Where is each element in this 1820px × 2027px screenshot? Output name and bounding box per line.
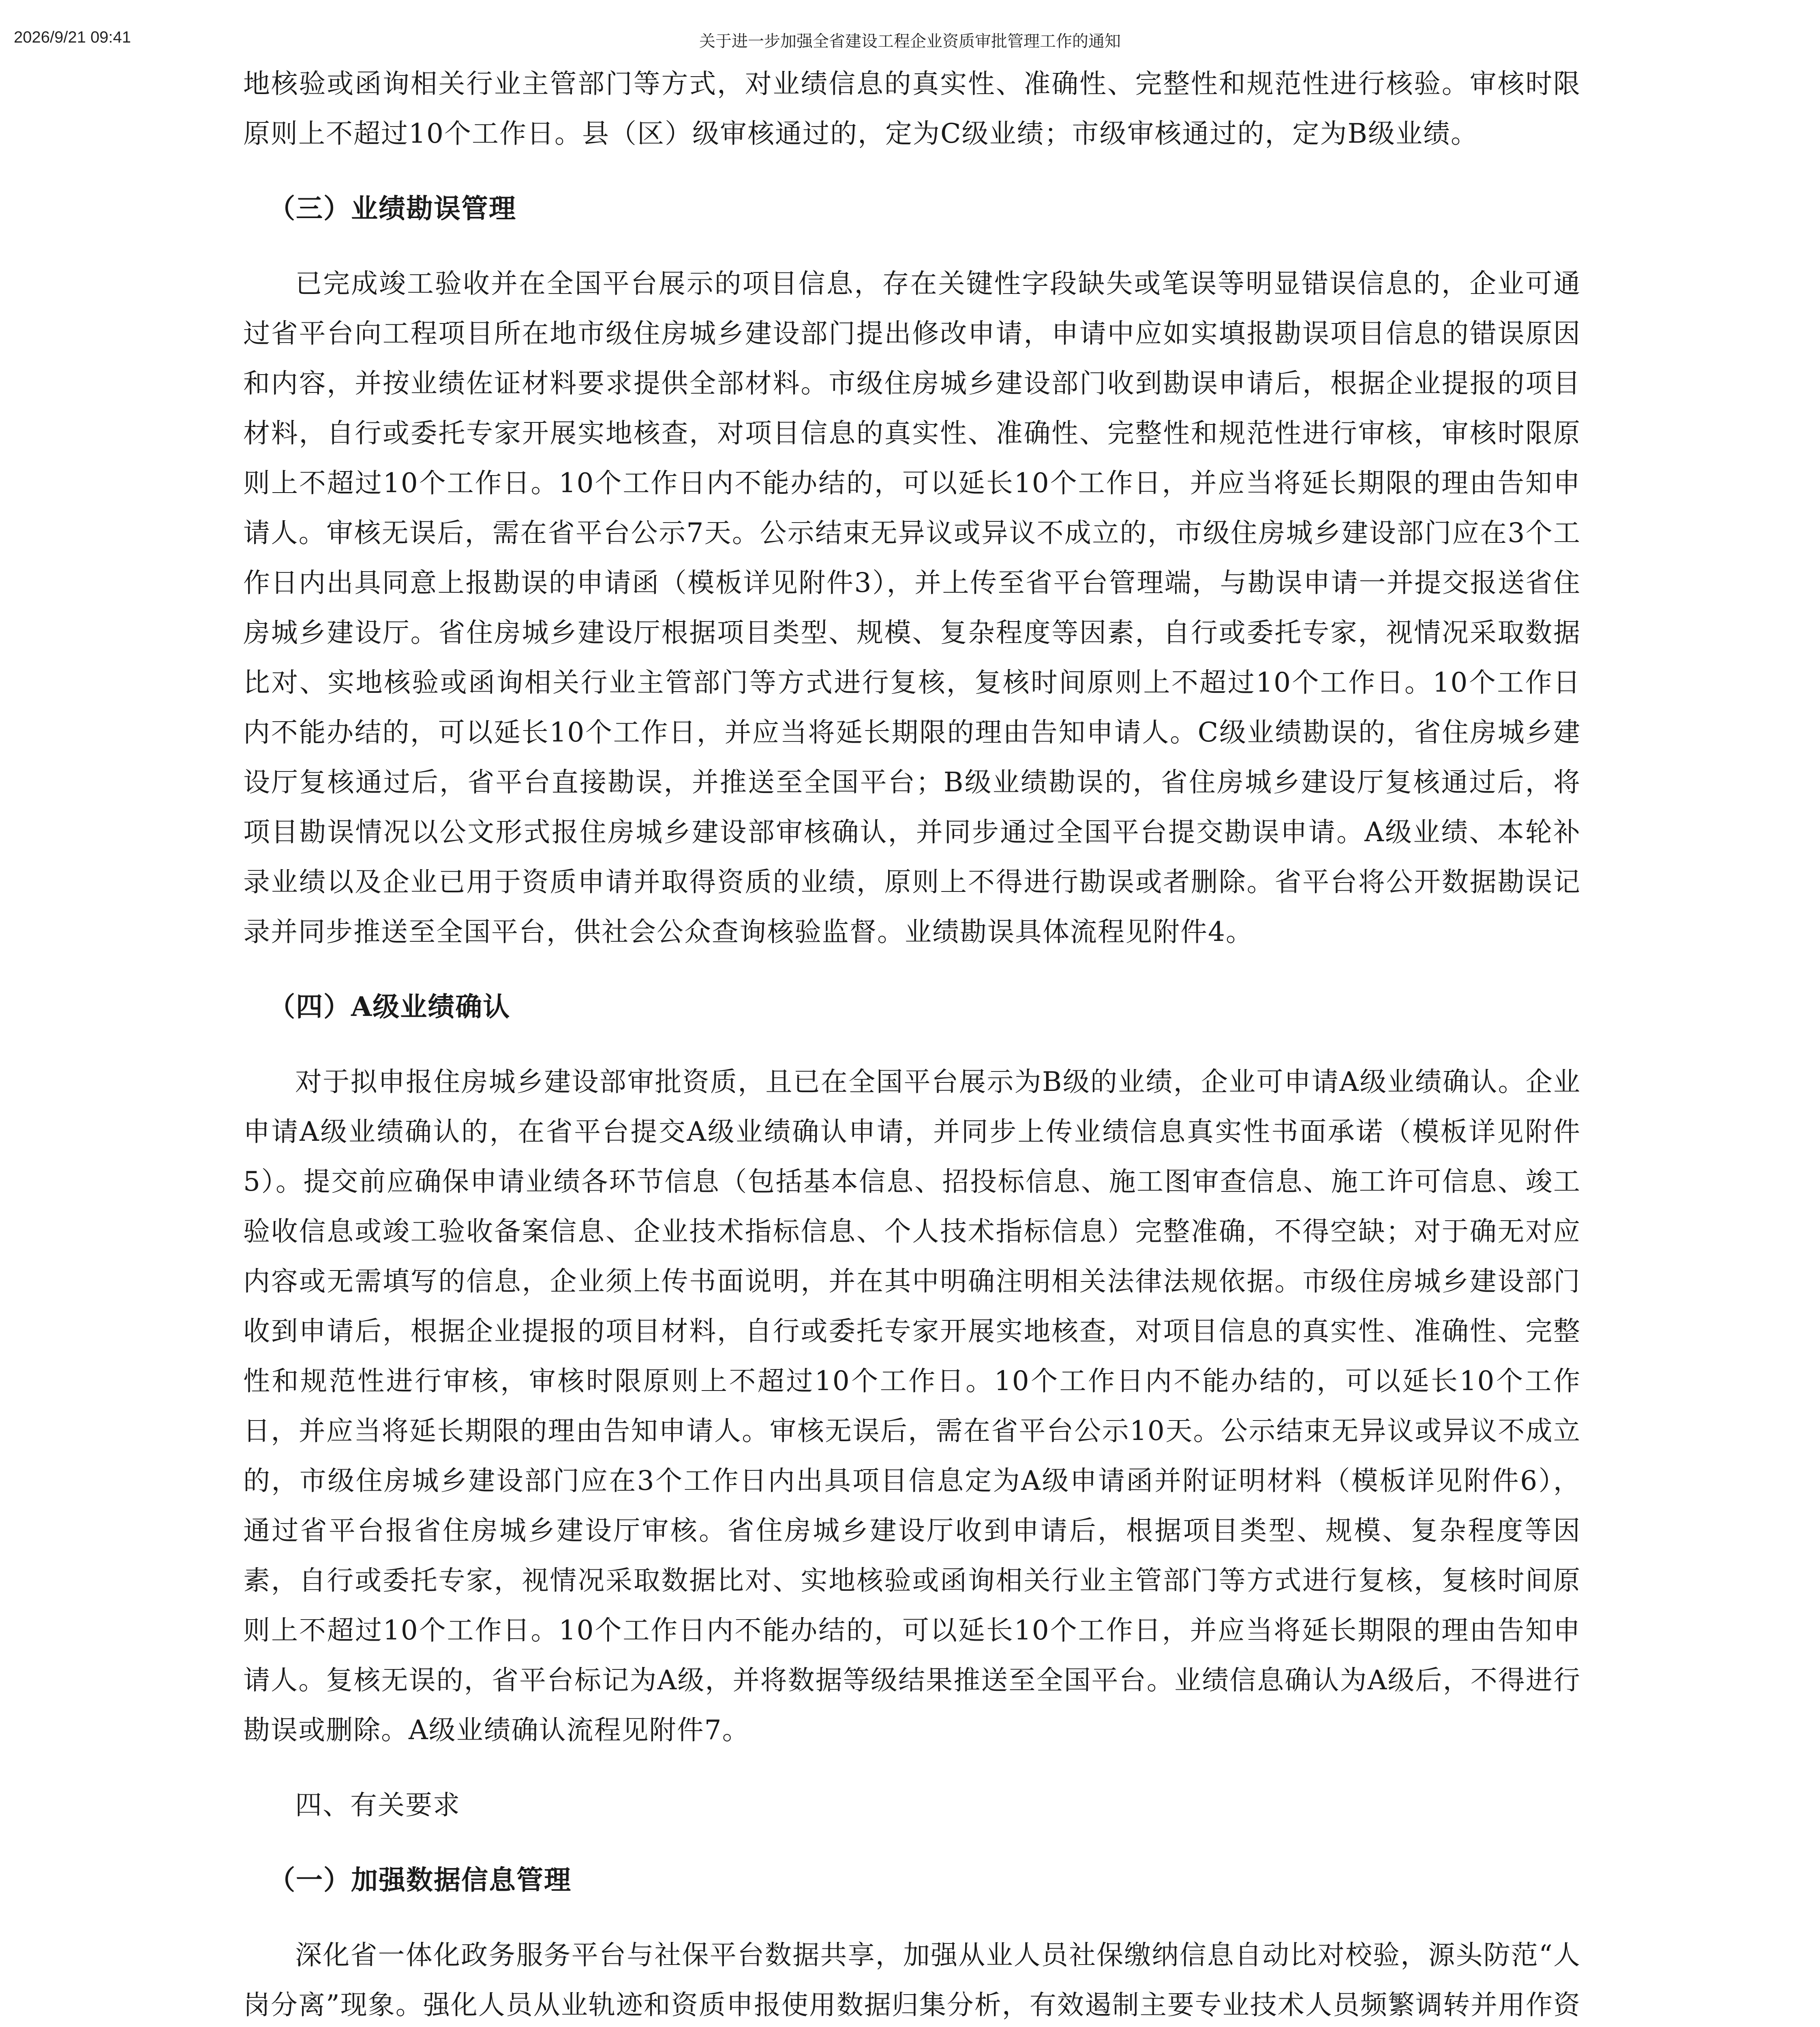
paragraph-data-management: 深化省一体化政务服务平台与社保平台数据共享，加强从业人员社保缴纳信息自动比对校验，源头防范“人岗分离”现象。强化人员从业轨迹和资质申报使用数据归集分析，有效遏制主要专业技术人员频繁调转并用作资 <box>243 1939 1581 2021</box>
print-page-title: 关于进一步加强全省建设工程企业资质审批管理工作的通知 <box>699 32 1121 50</box>
subheading-a-level-confirmation: （四）A级业绩确认 <box>268 991 511 1022</box>
paragraph-a-level: 对于拟申报住房城乡建设部审批资质，且已在全国平台展示为B级的业绩，企业可申请A级业绩确认。企业申请A级业绩确认的，在省平台提交A级业绩确认申请，并同步上传业绩信息真实性书面承诺（模板详见附件5）。提交前应确保申请业绩各环节信息（包括基本信息、招投标信息、施工图审查信息、施工许可信息、竣工验收信息或竣工验收备案信息、企业技术指标信息、个人技术指标信息）完整准确，不得空缺；对于确无对应内容或无需填写的信息，企业须上传书面说明，并在其中明确注明相关法律法规依据。市级住房城乡建设部门收到申请后，根据企业提报的项目材料，自行或委托专家开展实地核查，对项目信息的真实性、准确性、完整性和规范性进行审核，审核时限原则上不超过10个工作日。10个工作日内不能办结的，可以延长10个工作日，并应当将延长期限的理由告知申请人。审核无误后，需在省平台公示10天。公示结束无异议或异议不成立的，市级住房城乡建设部门应在3个工作日内出具项目信息定为A级申请函并附证明材料（模板详见附件6），通过省平台报省住房城乡建设厅审核。省住房城乡建设厅收到申请后，根据项目类型、规模、复杂程度等因素，自行或委托专家，视情况采取数据比对、实地核验或函询相关行业主管部门等方式进行复核，复核时间原则上不超过10个工作日。10个工作日内不能办结的，可以延长10个工作日，并应当将延长期限的理由告知申请人。复核无误的，省平台标记为A级，并将数据等级结果推送至全国平台。业绩信息确认为A级后，不得进行勘误或删除。A级业绩确认流程见附件7。 <box>243 1066 1581 1746</box>
paragraph-errata: 已完成竣工验收并在全国平台展示的项目信息，存在关键性字段缺失或笔误等明显错误信息的，企业可通过省平台向工程项目所在地市级住房城乡建设部门提出修改申请，申请中应如实填报勘误项目信息的错误原因和内容，并按业绩佐证材料要求提供全部材料。市级住房城乡建设部门收到勘误申请后，根据企业提报的项目材料，自行或委托专家开展实地核查，对项目信息的真实性、准确性、完整性和规范性进行审核，审核时限原则上不超过10个工作日。10个工作日内不能办结的，可以延长10个工作日，并应当将延长期限的理由告知申请人。审核无误后，需在省平台公示7天。公示结束无异议或异议不成立的，市级住房城乡建设部门应在3个工作日内出具同意上报勘误的申请函（模板详见附件3），并上传至省平台管理端，与勘误申请一并提交报送省住房城乡建设厅。省住房城乡建设厅根据项目类型、规模、复杂程度等因素，自行或委托专家，视情况采取数据比对、实地核验或函询相关行业主管部门等方式进行复核，复核时间原则上不超过10个工作日。10个工作日内不能办结的，可以延长10个工作日，并应当将延长期限的理由告知申请人。C级业绩勘误的，省住房城乡建设厅复核通过后，省平台直接勘误，并推送至全国平台；B级业绩勘误的，省住房城乡建设厅复核通过后，将项目勘误情况以公文形式报住房城乡建设部审核确认，并同步通过全国平台提交勘误申请。A级业绩、本轮补录业绩以及企业已用于资质申请并取得资质的业绩，原则上不得进行勘误或者删除。省平台将公开数据勘误记录并同步推送至全国平台，供社会公众查询核验监督。业绩勘误具体流程见附件4。 <box>243 268 1581 947</box>
document-body <box>243 59 1581 2027</box>
subheading-data-management: （一）加强数据信息管理 <box>268 1864 572 1896</box>
paragraph-continued: 地核验或函询相关行业主管部门等方式，对业绩信息的真实性、准确性、完整性和规范性进行核验。审核时限原则上不超过10个工作日。县（区）级审核通过的，定为C级业绩；市级审核通过的，定为B级业绩。 <box>243 68 1581 149</box>
subheading-errata-management: （三）业绩勘误管理 <box>268 193 516 224</box>
print-datetime: 2026/9/21 09:41 <box>14 28 131 46</box>
section-heading-requirements: 四、有关要求 <box>295 1789 460 1821</box>
print-header <box>0 28 1820 53</box>
